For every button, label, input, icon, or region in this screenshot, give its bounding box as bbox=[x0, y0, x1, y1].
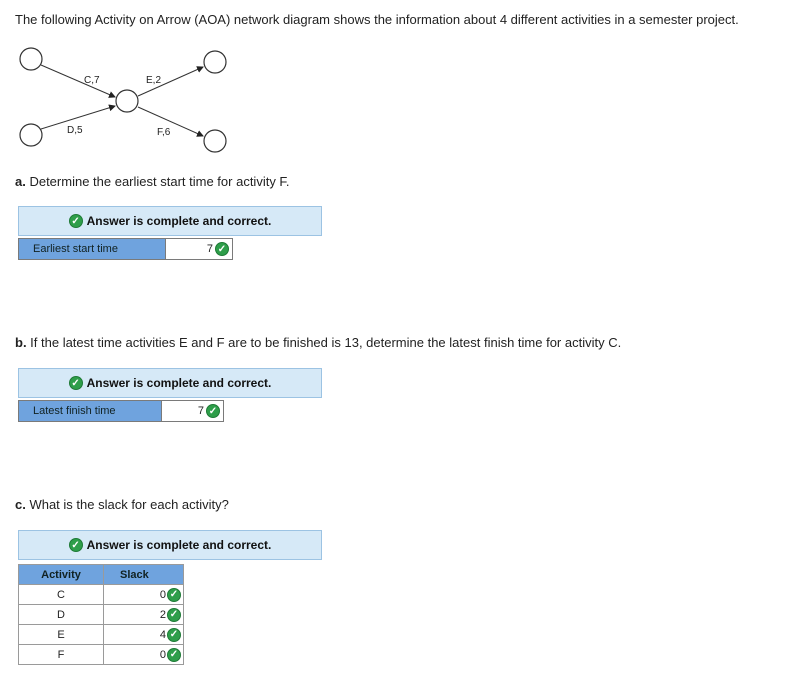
slack-input[interactable]: 0 ✓ bbox=[104, 585, 184, 605]
table-row bbox=[19, 585, 184, 605]
arrow-f bbox=[138, 107, 203, 136]
header-activity: Activity bbox=[19, 565, 104, 585]
label-e: E,2 bbox=[146, 75, 162, 86]
node-bottom-right bbox=[204, 130, 226, 152]
table-header-row bbox=[19, 565, 184, 585]
label-f: F,6 bbox=[157, 127, 171, 138]
slack-table bbox=[18, 564, 184, 665]
answer-banner-b: ✓ Answer is complete and correct. bbox=[18, 368, 322, 398]
node-top-right bbox=[204, 51, 226, 73]
check-circle-icon: ✓ bbox=[215, 242, 229, 256]
earliest-start-value-field[interactable]: 7 ✓ bbox=[166, 239, 232, 259]
node-top-left bbox=[20, 48, 42, 70]
label-c: C,7 bbox=[84, 75, 100, 86]
activity-cell: E bbox=[19, 625, 104, 645]
slack-input[interactable]: 2 ✓ bbox=[104, 605, 184, 625]
question-c: c. What is the slack for each activity? bbox=[15, 497, 229, 512]
slack-input[interactable]: 4 ✓ bbox=[104, 625, 184, 645]
answer-banner-c: ✓ Answer is complete and correct. bbox=[18, 530, 322, 560]
check-circle-icon: ✓ bbox=[167, 648, 181, 662]
answer-row-b bbox=[18, 400, 224, 422]
activity-cell: C bbox=[19, 585, 104, 605]
table-row bbox=[19, 645, 184, 665]
latest-finish-label: Latest finish time bbox=[19, 401, 162, 421]
table-row bbox=[19, 625, 184, 645]
check-circle-icon: ✓ bbox=[167, 608, 181, 622]
question-b: b. If the latest time activities E and F are to be finished is 13, determine the latest finish time for activity C. bbox=[15, 335, 622, 350]
aoa-network-diagram bbox=[10, 40, 240, 160]
intro-text: The following Activity on Arrow (AOA) network diagram shows the information about 4 different activities in a semester project. bbox=[15, 12, 739, 27]
earliest-start-label: Earliest start time bbox=[19, 239, 166, 259]
node-center bbox=[116, 90, 138, 112]
check-circle-icon: ✓ bbox=[69, 538, 83, 552]
answer-banner-a: ✓ Answer is complete and correct. bbox=[18, 206, 322, 236]
activity-cell: F bbox=[19, 645, 104, 665]
table-row bbox=[19, 605, 184, 625]
node-bottom-left bbox=[20, 124, 42, 146]
label-d: D,5 bbox=[67, 125, 83, 136]
check-circle-icon: ✓ bbox=[69, 214, 83, 228]
answer-row-a bbox=[18, 238, 233, 260]
arrow-c bbox=[41, 65, 115, 97]
slack-input[interactable]: 0 ✓ bbox=[104, 645, 184, 665]
activity-cell: D bbox=[19, 605, 104, 625]
check-circle-icon: ✓ bbox=[167, 588, 181, 602]
check-circle-icon: ✓ bbox=[206, 404, 220, 418]
latest-finish-value-field[interactable]: 7 ✓ bbox=[162, 401, 223, 421]
question-a: a. Determine the earliest start time for activity F. bbox=[15, 174, 290, 189]
check-circle-icon: ✓ bbox=[167, 628, 181, 642]
header-slack: Slack bbox=[104, 565, 184, 585]
check-circle-icon: ✓ bbox=[69, 376, 83, 390]
